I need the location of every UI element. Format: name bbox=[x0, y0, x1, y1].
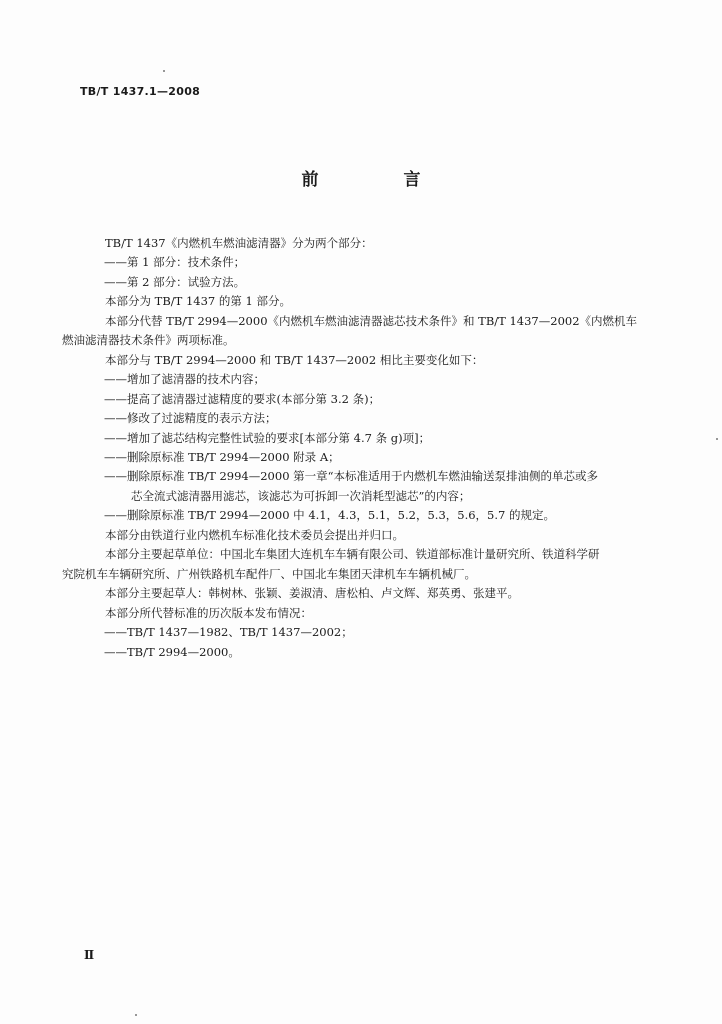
list-item: ——修改了过滤精度的表示方法； bbox=[104, 411, 277, 426]
list-item-continuation: 芯全流式滤清器用滤芯，该滤芯为可拆卸一次消耗型滤芯”的内容； bbox=[131, 488, 471, 503]
list-item: ——删除原标准 TB/T 2994—2000 第一章“本标准适用于内燃机车燃油输送泵排油侧的单芯或多 bbox=[104, 469, 599, 484]
list-item: ——增加了滤芯结构完整性试验的要求[本部分第 4.7 条 g)项]； bbox=[104, 430, 431, 445]
scan-speck bbox=[135, 1014, 137, 1016]
scan-speck bbox=[716, 438, 718, 440]
page-number: Ⅱ bbox=[84, 948, 95, 962]
scan-speck bbox=[163, 70, 165, 72]
paragraph-line: 本部分代替 TB/T 2994—2000《内燃机车燃油滤清器滤芯技术条件》和 TB/T 1437—2002《内燃机车 bbox=[105, 313, 638, 328]
paragraph-line: TB/T 1437《内燃机车燃油滤清器》分为两个部分： bbox=[105, 236, 373, 250]
list-item: ——TB/T 2994—2000。 bbox=[104, 644, 240, 659]
paragraph-continuation: 燃油滤清器技术条件》两项标准。 bbox=[62, 333, 235, 348]
foreword-body bbox=[62, 234, 655, 662]
list-item: ——第 2 部分：试验方法。 bbox=[104, 274, 246, 289]
list-item: ——第 1 部分：技术条件； bbox=[104, 255, 246, 270]
paragraph-line: 本部分所代替标准的历次版本发布情况： bbox=[105, 605, 312, 620]
paragraph-line: 本部分由铁道行业内燃机车标准化技术委员会提出并归口。 bbox=[105, 527, 404, 542]
list-item: ——删除原标准 TB/T 2994—2000 中 4.1，4.3，5.1，5.2，5.3，5.6，5.7 的规定。 bbox=[104, 508, 555, 523]
paragraph-line: 本部分主要起草人：韩树林、张颖、姜淑清、唐松柏、卢文辉、郑英勇、张建平。 bbox=[105, 586, 519, 601]
list-item: ——提高了滤清器过滤精度的要求(本部分第 3.2 条)； bbox=[104, 391, 381, 406]
paragraph-line: 本部分主要起草单位：中国北车集团大连机车车辆有限公司、铁道部标准计量研究所、铁道科学研 bbox=[105, 547, 600, 562]
paragraph-line: 本部分与 TB/T 2994—2000 和 TB/T 1437—2002 相比主要变化如下： bbox=[105, 352, 484, 367]
paragraph-continuation: 究院机车车辆研究所、广州铁路机车配件厂、中国北车集团天津机车车辆机械厂。 bbox=[62, 566, 476, 581]
list-item: ——删除原标准 TB/T 2994—2000 附录 A； bbox=[104, 449, 340, 464]
paragraph-line: 本部分为 TB/T 1437 的第 1 部分。 bbox=[105, 294, 292, 309]
standard-code: TB/T 1437.1—2008 bbox=[80, 85, 201, 98]
page-title: 前 言 bbox=[301, 170, 455, 190]
list-item: ——增加了滤清器的技术内容； bbox=[104, 372, 265, 387]
list-item: ——TB/T 1437—1982、TB/T 1437—2002； bbox=[104, 625, 353, 640]
